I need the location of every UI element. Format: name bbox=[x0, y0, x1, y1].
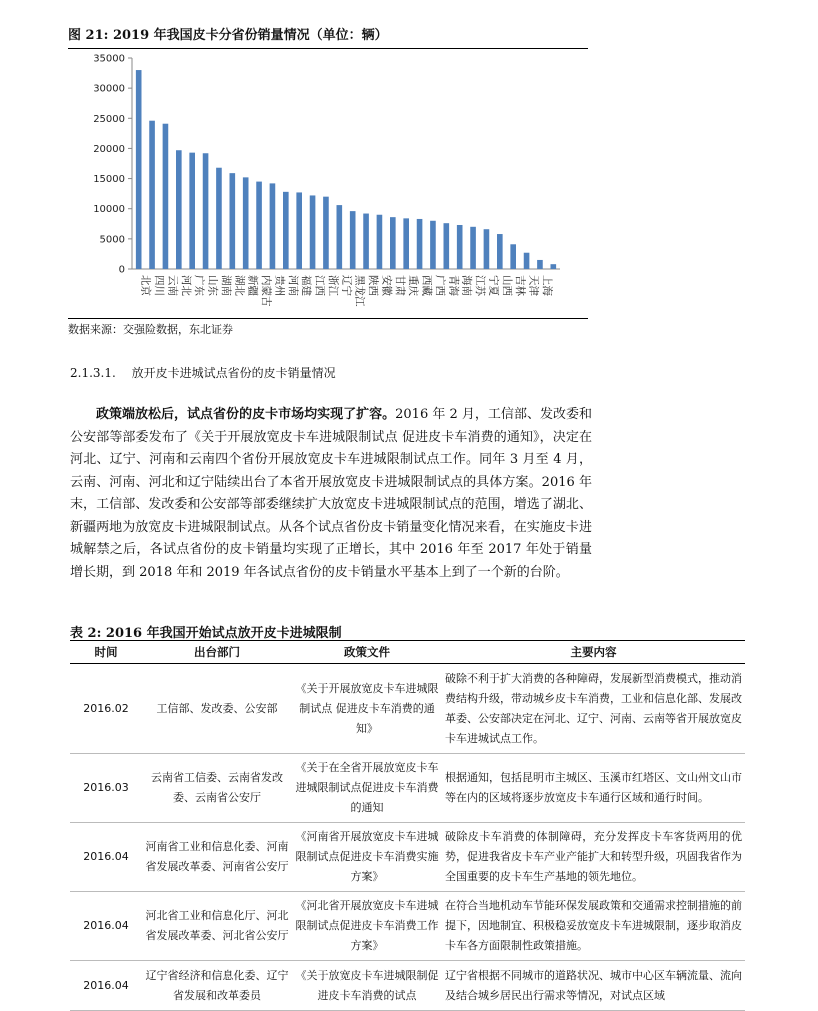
cell-time: 2016.04 bbox=[70, 892, 142, 961]
table-row bbox=[70, 664, 745, 754]
bar-chart bbox=[60, 50, 600, 325]
bar bbox=[510, 244, 516, 269]
category-label: 贵州 bbox=[273, 275, 286, 296]
bar bbox=[377, 215, 383, 269]
bar bbox=[189, 153, 195, 269]
cell-content: 破除皮卡车消费的体制障碍，充分发挥皮卡车客货两用的优势，促进我省皮卡车产业产能扩大和转型升级，巩固我省作为全国重要的皮卡车生产基地的领先地位。 bbox=[442, 823, 745, 892]
figure-bottom-rule bbox=[68, 318, 588, 319]
header-time: 时间 bbox=[70, 641, 142, 664]
bar bbox=[256, 182, 262, 269]
bar bbox=[230, 173, 236, 269]
bar bbox=[283, 192, 289, 269]
category-label: 天津 bbox=[527, 275, 540, 296]
y-tick-label: 35000 bbox=[93, 53, 125, 65]
bar bbox=[551, 264, 557, 269]
bar bbox=[216, 168, 222, 269]
paragraph-text: 2016 年 2 月，工信部、发改委和公安部等部委发布了《关于开展放宽皮卡车进城限制试点 促进皮卡车消费的通知》，决定在河北、辽宁、河南和云南四个省份开展放宽皮卡车进城限制试点工作。同年 3 月至 4 月，云南、河南、河北和辽宁陆续出台了本省开展放宽皮卡进城限制试点的具体方案。2016 年末，工信部、发改委和公安部等部委继续扩大放宽皮卡进城限制试点的范围，增选了湖北、新疆两地为放宽皮卡进城限制试点。从各个试点省份皮卡销量变化情况来看，在实施皮卡进城解禁之后，各试点省份的皮卡销量均实现了正增长，其中 2016 年至 2017 年处于销量增长期，到 2018 年和 2019 年各试点省份的皮卡销量水平基本上到了一个新的台阶。 bbox=[70, 407, 592, 580]
cell-doc: 《关于在全省开展放宽皮卡车进城限制试点促进皮卡车消费的通知 bbox=[292, 754, 442, 823]
category-label: 内蒙古 bbox=[260, 275, 273, 307]
table-row bbox=[70, 961, 745, 1011]
category-label: 广东 bbox=[193, 275, 206, 296]
bar bbox=[350, 211, 356, 269]
bar bbox=[296, 192, 302, 269]
category-label: 辽宁 bbox=[340, 275, 353, 296]
figure-title: 图 21: 2019 年我国皮卡分省份销量情况（单位：辆） bbox=[68, 24, 588, 49]
category-label: 浙江 bbox=[326, 275, 339, 296]
figure-source: 数据来源：交强险数据，东北证券 bbox=[68, 323, 233, 336]
category-label: 安徽 bbox=[380, 275, 393, 296]
category-label: 江苏 bbox=[474, 275, 487, 296]
bar bbox=[203, 153, 209, 269]
header-content: 主要内容 bbox=[442, 641, 745, 664]
cell-time: 2016.04 bbox=[70, 823, 142, 892]
y-tick-label: 10000 bbox=[93, 204, 125, 216]
table-row bbox=[70, 754, 745, 823]
category-label: 青海 bbox=[447, 275, 460, 296]
bar bbox=[457, 225, 463, 269]
cell-dept: 河南省工业和信息化委、河南省发展改革委、河南省公安厅 bbox=[142, 823, 292, 892]
table-row bbox=[70, 823, 745, 892]
category-label: 宁夏 bbox=[487, 275, 500, 296]
category-label: 西藏 bbox=[420, 275, 433, 296]
body-paragraph bbox=[70, 404, 592, 584]
cell-doc: 《关于放宽皮卡车进城限制促进皮卡车消费的试点 bbox=[292, 961, 442, 1011]
bar bbox=[430, 221, 436, 269]
header-doc: 政策文件 bbox=[292, 641, 442, 664]
category-label: 陕西 bbox=[367, 275, 380, 296]
bar bbox=[243, 177, 249, 269]
category-label: 甘肃 bbox=[393, 275, 406, 296]
bar bbox=[363, 214, 369, 269]
bar bbox=[484, 229, 490, 269]
category-label: 湖北 bbox=[233, 275, 246, 296]
cell-time: 2016.03 bbox=[70, 754, 142, 823]
category-label: 海南 bbox=[460, 275, 473, 296]
category-label: 江西 bbox=[313, 275, 326, 296]
y-tick-label: 0 bbox=[118, 264, 125, 276]
category-label: 北京 bbox=[139, 275, 152, 296]
bar bbox=[136, 70, 142, 269]
cell-dept: 云南省工信委、云南省发改委、云南省公安厅 bbox=[142, 754, 292, 823]
category-label: 山东 bbox=[206, 275, 219, 296]
bar bbox=[163, 124, 169, 269]
cell-dept: 工信部、发改委、公安部 bbox=[142, 664, 292, 754]
cell-doc: 《河南省开展放宽皮卡车进城限制试点促进皮卡车消费实施方案》 bbox=[292, 823, 442, 892]
bar bbox=[470, 227, 476, 269]
y-tick-label: 20000 bbox=[93, 143, 125, 155]
category-label: 四川 bbox=[153, 275, 166, 296]
section-number: 2.1.3.1. bbox=[70, 366, 116, 380]
bar bbox=[444, 223, 450, 269]
table-header-row bbox=[70, 641, 745, 664]
y-tick-label: 30000 bbox=[93, 83, 125, 95]
category-label: 上海 bbox=[540, 275, 553, 296]
bar bbox=[403, 218, 409, 269]
cell-doc: 《关于开展放宽皮卡车进城限制试点 促进皮卡车消费的通知》 bbox=[292, 664, 442, 754]
table-row bbox=[70, 892, 745, 961]
cell-time: 2016.04 bbox=[70, 961, 142, 1011]
bar bbox=[390, 217, 396, 269]
category-label: 吉林 bbox=[514, 275, 527, 296]
category-label: 云南 bbox=[166, 275, 179, 296]
category-label: 湖南 bbox=[219, 275, 232, 296]
header-dept: 出台部门 bbox=[142, 641, 292, 664]
paragraph-lead: 政策端放松后，试点省份的皮卡市场均实现了扩容。 bbox=[96, 407, 396, 422]
bar bbox=[149, 121, 155, 269]
bar bbox=[337, 205, 343, 269]
category-label: 山西 bbox=[500, 275, 513, 296]
category-label: 重庆 bbox=[407, 275, 420, 296]
y-tick-label: 15000 bbox=[93, 174, 125, 186]
bar bbox=[323, 197, 329, 269]
bar bbox=[310, 195, 316, 269]
category-label: 广西 bbox=[433, 275, 446, 296]
y-tick-label: 25000 bbox=[93, 113, 125, 125]
bar bbox=[497, 234, 503, 269]
category-label: 河南 bbox=[286, 275, 299, 296]
category-label: 黑龙江 bbox=[353, 275, 366, 307]
cell-content: 在符合当地机动车节能环保发展政策和交通需求控制措施的前提下，因地制宜、积极稳妥放宽皮卡车进城限制，逐步取消皮卡车各方面限制性政策措施。 bbox=[442, 892, 745, 961]
cell-content: 根据通知，包括昆明市主城区、玉溪市红塔区、文山州文山市等在内的区域将逐步放宽皮卡车通行区域和通行时间。 bbox=[442, 754, 745, 823]
category-label: 新疆 bbox=[246, 275, 259, 296]
category-label: 福建 bbox=[300, 275, 313, 296]
bar bbox=[417, 219, 423, 269]
cell-dept: 河北省工业和信息化厅、河北省发展改革委、河北省公安厅 bbox=[142, 892, 292, 961]
cell-doc: 《河北省开展放宽皮卡车进城限制试点促进皮卡车消费工作方案》 bbox=[292, 892, 442, 961]
cell-content: 辽宁省根据不同城市的道路状况、城市中心区车辆流量、流向及结合城乡居民出行需求等情况，对试点区域 bbox=[442, 961, 745, 1011]
y-tick-label: 5000 bbox=[99, 234, 125, 246]
cell-time: 2016.02 bbox=[70, 664, 142, 754]
policy-table bbox=[70, 640, 745, 1011]
cell-content: 破除不利于扩大消费的各种障碍，发展新型消费模式，推动消费结构升级，带动城乡皮卡车消费，工业和信息化部、发展改革委、公安部决定在河北、辽宁、河南、云南等省开展放宽皮卡车进城试点工作。 bbox=[442, 664, 745, 754]
bar bbox=[524, 253, 530, 269]
bar bbox=[270, 183, 276, 269]
section-title: 放开皮卡进城试点省份的皮卡销量情况 bbox=[131, 366, 336, 380]
bar bbox=[176, 150, 182, 269]
section-heading bbox=[70, 364, 336, 381]
cell-dept: 辽宁省经济和信息化委、辽宁省发展和改革委员 bbox=[142, 961, 292, 1011]
category-label: 河北 bbox=[179, 275, 192, 296]
table-title: 表 2: 2016 年我国开始试点放开皮卡进城限制 bbox=[70, 626, 342, 641]
bar bbox=[537, 260, 543, 269]
policy-table-wrapper bbox=[70, 640, 745, 1011]
